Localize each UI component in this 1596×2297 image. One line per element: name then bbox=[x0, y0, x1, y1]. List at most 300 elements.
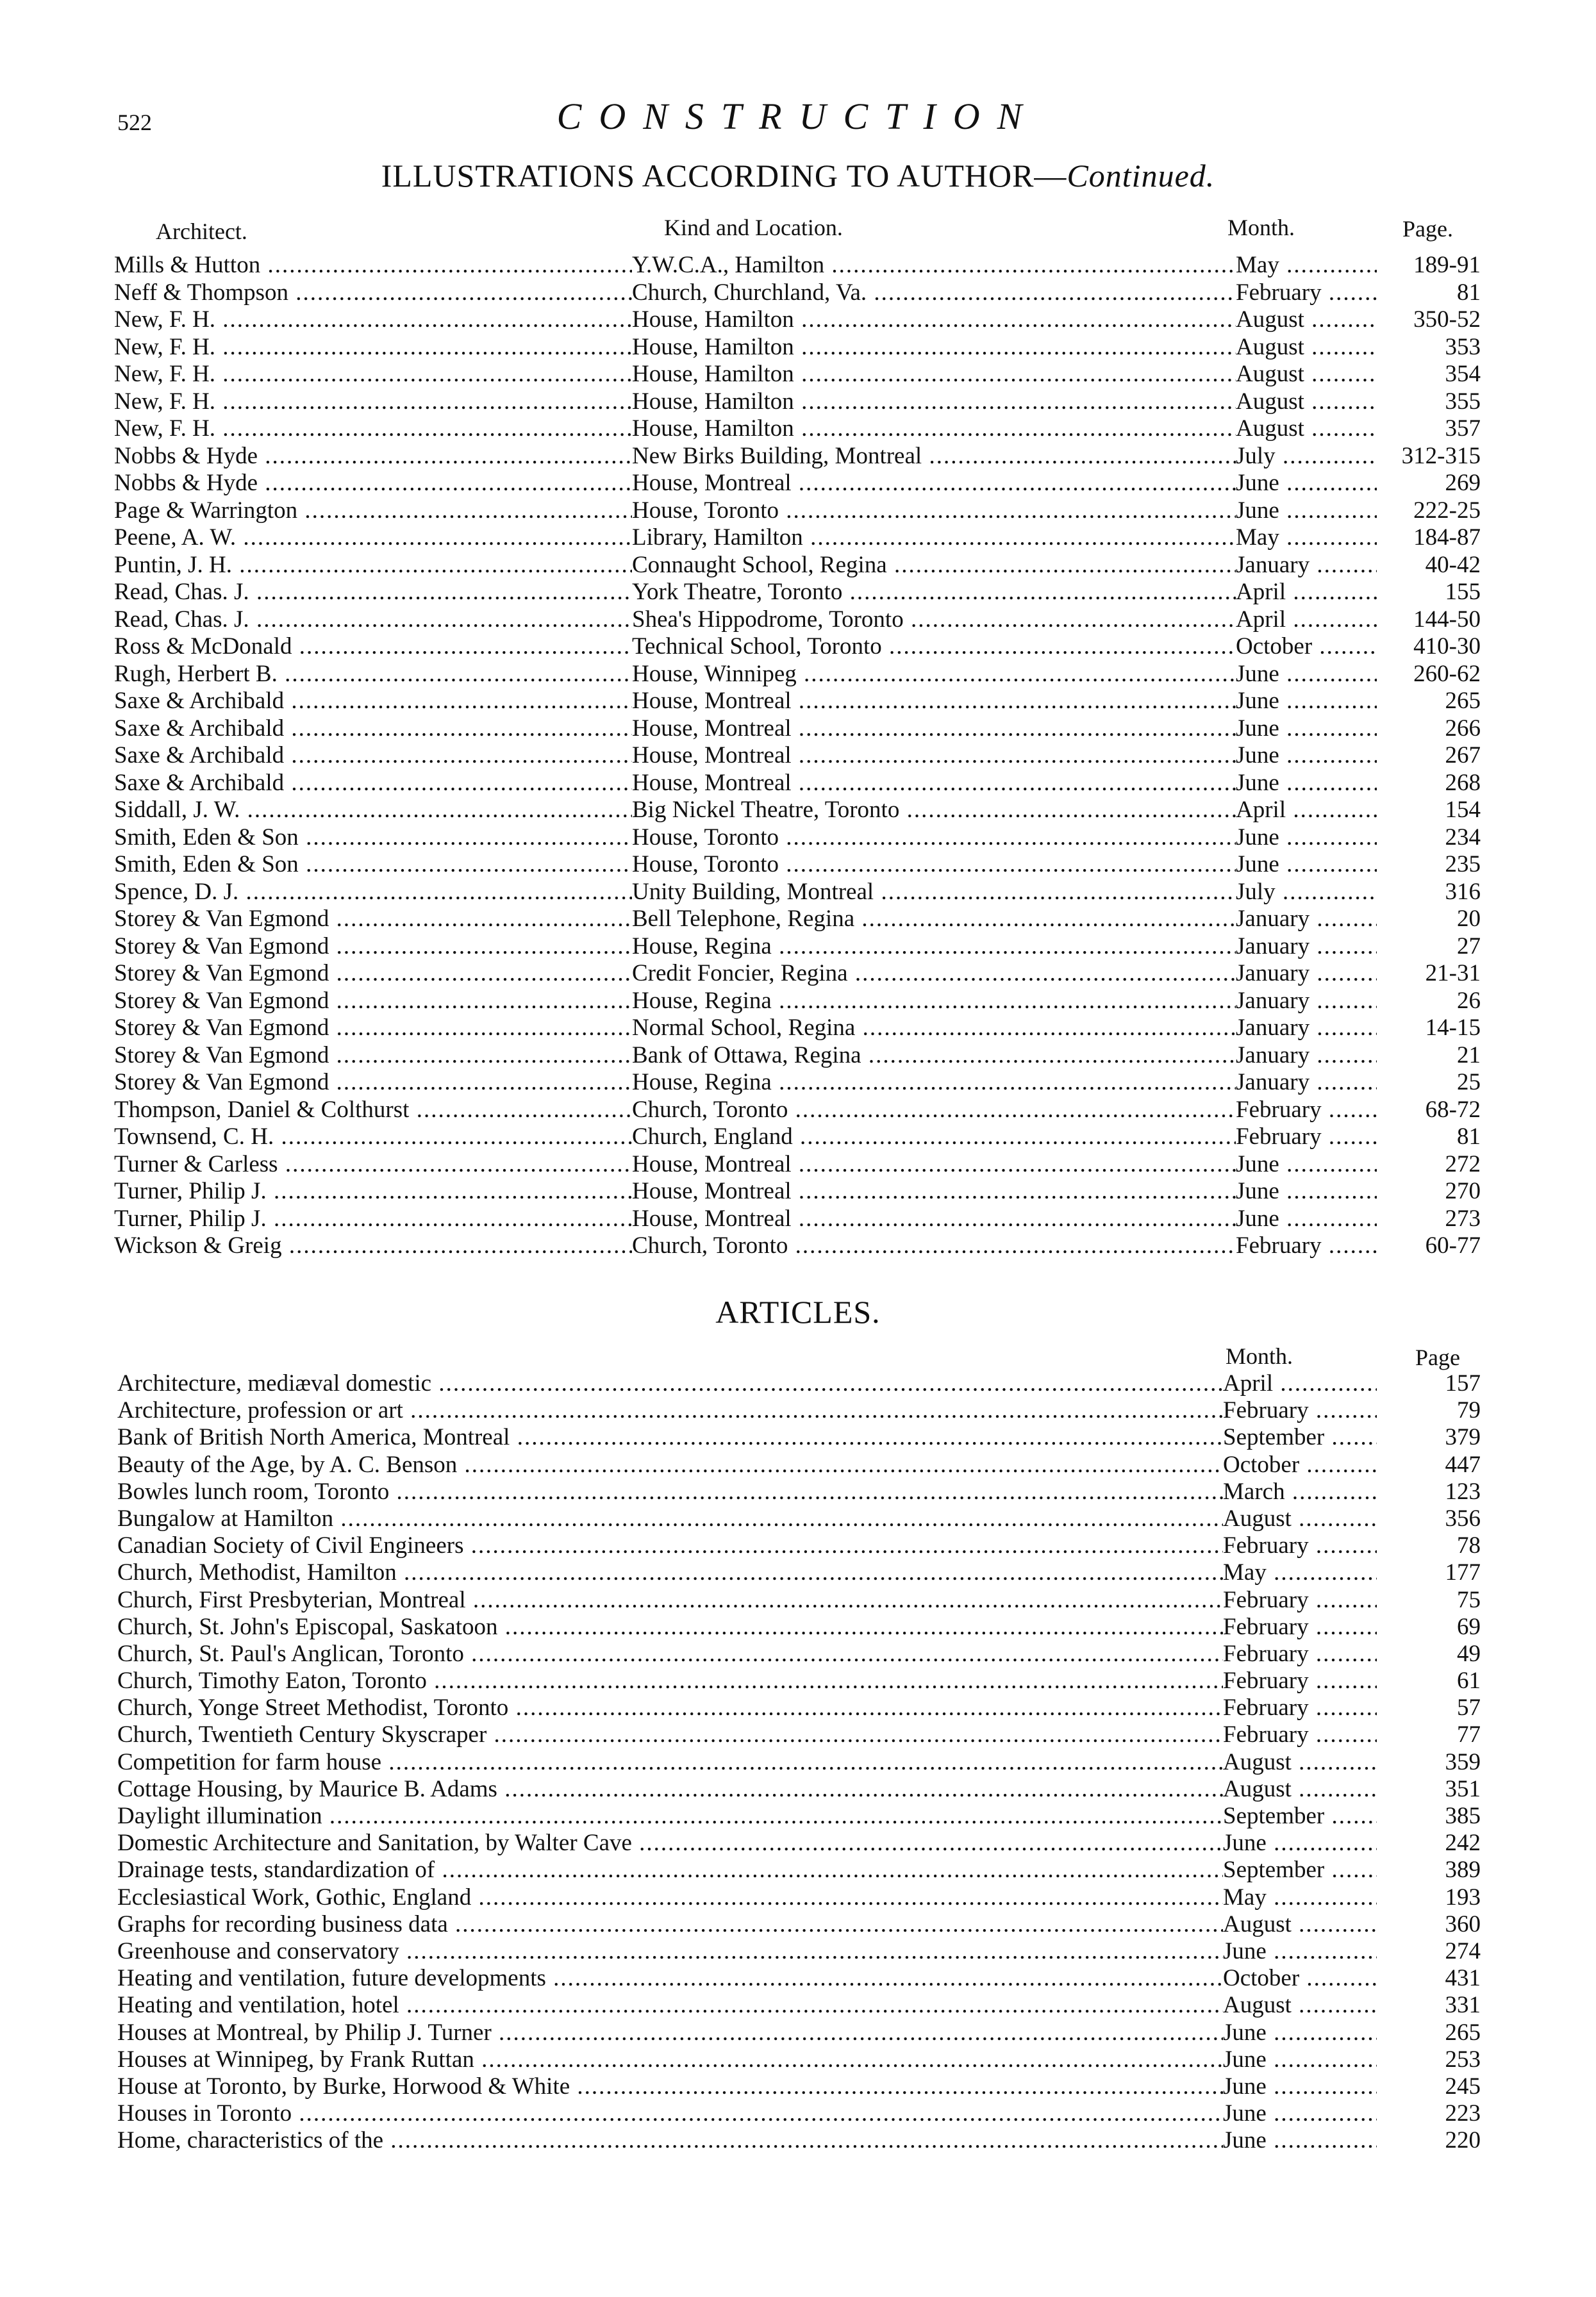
table-row bbox=[117, 1424, 1481, 1451]
table-row bbox=[117, 1614, 1481, 1641]
table-row bbox=[114, 797, 1481, 824]
page-cell: 265 bbox=[1445, 2019, 1481, 2046]
article-title-cell: Houses at Montreal, by Philip J. Turner ..... bbox=[117, 2019, 1223, 2046]
table-row bbox=[114, 1124, 1481, 1151]
kind-location-cell: York Theatre, Toronto ..... bbox=[632, 579, 1236, 606]
section-title-illustrations bbox=[0, 157, 1596, 194]
table-row bbox=[114, 824, 1481, 852]
kind-location-cell: Y.W.C.A., Hamilton ..... bbox=[632, 252, 1236, 279]
page-cell: 60-77 bbox=[1425, 1232, 1481, 1259]
architect-cell: Saxe & Archibald ..... bbox=[114, 688, 632, 715]
kind-location-cell: Church, England ..... bbox=[632, 1124, 1236, 1151]
table-row bbox=[117, 1965, 1481, 1992]
page-cell: 75 bbox=[1457, 1586, 1481, 1613]
table-row bbox=[117, 1532, 1481, 1559]
month-cell: August ..... bbox=[1223, 1505, 1377, 1532]
month-cell: May ..... bbox=[1223, 1884, 1377, 1911]
month-cell: April ..... bbox=[1236, 606, 1377, 634]
page-cell: 61 bbox=[1457, 1668, 1481, 1695]
article-title-cell: Greenhouse and conservatory ..... bbox=[117, 1938, 1223, 1965]
month-cell: January ..... bbox=[1236, 552, 1377, 579]
table-row bbox=[114, 606, 1481, 634]
page-cell: 359 bbox=[1445, 1748, 1481, 1775]
table-row bbox=[114, 1097, 1481, 1124]
month-cell: June ..... bbox=[1236, 851, 1377, 879]
page-cell: 385 bbox=[1445, 1803, 1481, 1829]
month-cell: February ..... bbox=[1236, 1097, 1377, 1124]
kind-location-cell: Church, Toronto ..... bbox=[632, 1232, 1236, 1260]
architect-cell: Read, Chas. J. ..... bbox=[114, 579, 632, 606]
article-title-cell: Domestic Architecture and Sanitation, by Walter Cave ..... bbox=[117, 1830, 1223, 1857]
table-row bbox=[114, 1178, 1481, 1206]
month-cell: June ..... bbox=[1236, 824, 1377, 852]
page-cell: 154 bbox=[1445, 797, 1481, 823]
kind-location-cell: Credit Foncier, Regina ..... bbox=[632, 960, 1236, 988]
table-row bbox=[117, 1938, 1481, 1965]
article-title-cell: Houses in Toronto ..... bbox=[117, 2100, 1223, 2127]
month-cell: February ..... bbox=[1223, 1587, 1377, 1614]
month-cell: June ..... bbox=[1236, 1206, 1377, 1233]
month-cell: February ..... bbox=[1223, 1532, 1377, 1559]
page-cell: 265 bbox=[1445, 688, 1481, 714]
kind-location-cell: Normal School, Regina ..... bbox=[632, 1015, 1236, 1042]
table-row bbox=[114, 497, 1481, 525]
kind-location-cell: House, Hamilton ..... bbox=[632, 415, 1236, 443]
kind-location-cell: Unity Building, Montreal ..... bbox=[632, 879, 1236, 906]
running-title: CONSTRUCTION bbox=[556, 95, 1040, 137]
kind-location-cell: Shea's Hippodrome, Toronto ..... bbox=[632, 606, 1236, 634]
page-number: 522 bbox=[117, 110, 152, 135]
table-row bbox=[117, 1397, 1481, 1424]
architect-cell: Storey & Van Egmond ..... bbox=[114, 1015, 632, 1042]
kind-location-cell: Technical School, Toronto ..... bbox=[632, 633, 1236, 661]
architect-cell: Saxe & Archibald ..... bbox=[114, 715, 632, 743]
page-cell: 272 bbox=[1445, 1150, 1481, 1177]
page-cell: 20 bbox=[1457, 906, 1481, 932]
table-row bbox=[117, 2127, 1481, 2154]
articles-column-header-page: Page bbox=[1415, 1345, 1460, 1370]
table-row bbox=[114, 361, 1481, 388]
article-title-cell: Bank of British North America, Montreal ..... bbox=[117, 1424, 1223, 1451]
table-row bbox=[117, 1857, 1481, 1884]
month-cell: August ..... bbox=[1223, 1749, 1377, 1776]
page-cell: 26 bbox=[1457, 987, 1481, 1014]
architect-cell: Turner, Philip J. ..... bbox=[114, 1178, 632, 1206]
table-row bbox=[114, 579, 1481, 606]
column-header-month: Month. bbox=[1227, 215, 1295, 240]
page-cell: 223 bbox=[1445, 2100, 1481, 2127]
page-cell: 77 bbox=[1457, 1721, 1481, 1748]
month-cell: June ..... bbox=[1236, 497, 1377, 525]
article-title-cell: Cottage Housing, by Maurice B. Adams ..... bbox=[117, 1776, 1223, 1803]
kind-location-cell: House, Hamilton ..... bbox=[632, 334, 1236, 361]
kind-location-cell: Connaught School, Regina ..... bbox=[632, 552, 1236, 579]
table-row bbox=[117, 1641, 1481, 1668]
article-title-cell: Church, Yonge Street Methodist, Toronto ..... bbox=[117, 1695, 1223, 1721]
kind-location-cell: House, Montreal ..... bbox=[632, 688, 1236, 715]
article-title-cell: Houses at Winnipeg, by Frank Ruttan ..... bbox=[117, 2046, 1223, 2073]
table-row bbox=[117, 1776, 1481, 1803]
kind-location-cell: House, Montreal ..... bbox=[632, 715, 1236, 743]
table-row bbox=[114, 715, 1481, 743]
table-row bbox=[114, 388, 1481, 416]
page-cell: 331 bbox=[1445, 1992, 1481, 2019]
month-cell: February ..... bbox=[1236, 1124, 1377, 1151]
page-cell: 356 bbox=[1445, 1505, 1481, 1532]
month-cell: August ..... bbox=[1236, 388, 1377, 416]
table-row bbox=[117, 1479, 1481, 1505]
article-title-cell: Drainage tests, standardization of ..... bbox=[117, 1857, 1223, 1884]
section-title-suffix: Continued. bbox=[1067, 158, 1215, 194]
architect-cell: Spence, D. J. ..... bbox=[114, 879, 632, 906]
month-cell: August ..... bbox=[1223, 1776, 1377, 1803]
page-cell: 184-87 bbox=[1413, 524, 1481, 551]
page-cell: 79 bbox=[1457, 1397, 1481, 1424]
kind-location-cell: House, Montreal ..... bbox=[632, 1206, 1236, 1233]
page-cell: 14-15 bbox=[1425, 1015, 1481, 1041]
table-row bbox=[114, 688, 1481, 715]
article-title-cell: Home, characteristics of the ..... bbox=[117, 2127, 1223, 2154]
architect-cell: Storey & Van Egmond ..... bbox=[114, 1069, 632, 1097]
page-cell: 353 bbox=[1445, 333, 1481, 360]
kind-location-cell: House, Winnipeg ..... bbox=[632, 661, 1236, 688]
month-cell: September ..... bbox=[1223, 1803, 1377, 1830]
page-cell: 177 bbox=[1445, 1559, 1481, 1586]
kind-location-cell: Library, Hamilton ..... bbox=[632, 524, 1236, 552]
month-cell: February ..... bbox=[1223, 1397, 1377, 1424]
month-cell: October ..... bbox=[1236, 633, 1377, 661]
page-cell: 144-50 bbox=[1413, 606, 1481, 633]
table-row bbox=[114, 552, 1481, 579]
month-cell: February ..... bbox=[1223, 1641, 1377, 1668]
page-cell: 193 bbox=[1445, 1884, 1481, 1911]
architect-cell: Turner & Carless ..... bbox=[114, 1151, 632, 1179]
page-cell: 357 bbox=[1445, 415, 1481, 442]
page-cell: 360 bbox=[1445, 1911, 1481, 1937]
architect-cell: New, F. H. ..... bbox=[114, 306, 632, 334]
table-row bbox=[114, 661, 1481, 688]
month-cell: May ..... bbox=[1236, 524, 1377, 552]
illustrations-by-author-table bbox=[114, 252, 1481, 1260]
table-row bbox=[114, 334, 1481, 361]
architect-cell: Ross & McDonald ..... bbox=[114, 633, 632, 661]
column-header-page: Page. bbox=[1402, 216, 1453, 242]
table-row bbox=[117, 1721, 1481, 1748]
month-cell: October ..... bbox=[1223, 1452, 1377, 1479]
kind-location-cell: House, Hamilton ..... bbox=[632, 361, 1236, 388]
page-cell: 157 bbox=[1445, 1370, 1481, 1397]
section-title-text: ILLUSTRATIONS ACCORDING TO AUTHOR— bbox=[381, 158, 1067, 194]
table-row bbox=[114, 524, 1481, 552]
table-row bbox=[114, 279, 1481, 307]
month-cell: July ..... bbox=[1236, 879, 1377, 906]
month-cell: July ..... bbox=[1236, 443, 1377, 470]
kind-location-cell: Big Nickel Theatre, Toronto ..... bbox=[632, 797, 1236, 824]
page-cell: 235 bbox=[1445, 851, 1481, 877]
article-title-cell: Architecture, profession or art ..... bbox=[117, 1397, 1223, 1424]
kind-location-cell: Bank of Ottawa, Regina ..... bbox=[632, 1042, 1236, 1070]
table-row bbox=[114, 1042, 1481, 1070]
kind-location-cell: New Birks Building, Montreal ..... bbox=[632, 443, 1236, 470]
month-cell: January ..... bbox=[1236, 988, 1377, 1015]
month-cell: June ..... bbox=[1223, 2127, 1377, 2154]
table-row bbox=[117, 1749, 1481, 1776]
articles-table bbox=[117, 1370, 1481, 2154]
page-cell: 78 bbox=[1457, 1532, 1481, 1559]
kind-location-cell: Bell Telephone, Regina ..... bbox=[632, 906, 1236, 933]
month-cell: June ..... bbox=[1236, 661, 1377, 688]
table-row bbox=[117, 1911, 1481, 1938]
table-row bbox=[117, 1452, 1481, 1479]
architect-cell: New, F. H. ..... bbox=[114, 415, 632, 443]
month-cell: January ..... bbox=[1236, 1069, 1377, 1097]
month-cell: February ..... bbox=[1223, 1668, 1377, 1695]
page-cell: 316 bbox=[1445, 878, 1481, 905]
table-row bbox=[117, 1992, 1481, 2019]
page-cell: 350-52 bbox=[1413, 306, 1481, 333]
kind-location-cell: House, Regina ..... bbox=[632, 933, 1236, 961]
architect-cell: Page & Warrington ..... bbox=[114, 497, 632, 525]
article-title-cell: Church, St. Paul's Anglican, Toronto ..... bbox=[117, 1641, 1223, 1668]
page-cell: 266 bbox=[1445, 715, 1481, 742]
architect-cell: Storey & Van Egmond ..... bbox=[114, 988, 632, 1015]
table-row bbox=[114, 770, 1481, 797]
month-cell: April ..... bbox=[1223, 1370, 1377, 1397]
page-cell: 389 bbox=[1445, 1857, 1481, 1884]
page-cell: 410-30 bbox=[1413, 633, 1481, 659]
table-row bbox=[117, 1587, 1481, 1614]
month-cell: August ..... bbox=[1223, 1911, 1377, 1938]
architect-cell: Nobbs & Hyde ..... bbox=[114, 470, 632, 497]
article-title-cell: Beauty of the Age, by A. C. Benson ..... bbox=[117, 1452, 1223, 1479]
kind-location-cell: House, Toronto ..... bbox=[632, 851, 1236, 879]
page-cell: 355 bbox=[1445, 388, 1481, 415]
kind-location-cell: House, Regina ..... bbox=[632, 1069, 1236, 1097]
column-header-kind-location: Kind and Location. bbox=[664, 215, 843, 240]
architect-cell: New, F. H. ..... bbox=[114, 361, 632, 388]
month-cell: October ..... bbox=[1223, 1965, 1377, 1992]
architect-cell: Neff & Thompson ..... bbox=[114, 279, 632, 307]
page-cell: 274 bbox=[1445, 1937, 1481, 1964]
page-cell: 245 bbox=[1445, 2073, 1481, 2100]
article-title-cell: Competition for farm house ..... bbox=[117, 1749, 1223, 1776]
month-cell: February ..... bbox=[1223, 1614, 1377, 1641]
month-cell: September ..... bbox=[1223, 1424, 1377, 1451]
table-row bbox=[117, 1803, 1481, 1830]
page-cell: 25 bbox=[1457, 1069, 1481, 1095]
month-cell: June ..... bbox=[1236, 1151, 1377, 1179]
month-cell: June ..... bbox=[1236, 1178, 1377, 1206]
table-row bbox=[117, 1370, 1481, 1397]
page-cell: 68-72 bbox=[1425, 1096, 1481, 1123]
table-row bbox=[117, 2019, 1481, 2046]
table-row bbox=[117, 1830, 1481, 1857]
architect-cell: Thompson, Daniel & Colthurst ..... bbox=[114, 1097, 632, 1124]
article-title-cell: Heating and ventilation, hotel ..... bbox=[117, 1992, 1223, 2019]
table-row bbox=[117, 1559, 1481, 1586]
article-title-cell: Church, St. John's Episcopal, Saskatoon ..... bbox=[117, 1614, 1223, 1641]
article-title-cell: Church, Timothy Eaton, Toronto ..... bbox=[117, 1668, 1223, 1695]
table-row bbox=[114, 252, 1481, 279]
table-row bbox=[117, 1668, 1481, 1695]
month-cell: February ..... bbox=[1236, 1232, 1377, 1260]
table-row bbox=[117, 1695, 1481, 1721]
page-cell: 222-25 bbox=[1413, 497, 1481, 524]
architect-cell: Turner, Philip J. ..... bbox=[114, 1206, 632, 1233]
table-row bbox=[114, 1206, 1481, 1233]
page-cell: 21 bbox=[1457, 1041, 1481, 1068]
architect-cell: Puntin, J. H. ..... bbox=[114, 552, 632, 579]
article-title-cell: Daylight illumination ..... bbox=[117, 1803, 1223, 1830]
page-cell: 220 bbox=[1445, 2127, 1481, 2154]
kind-location-cell: House, Toronto ..... bbox=[632, 824, 1236, 852]
page-cell: 273 bbox=[1445, 1205, 1481, 1232]
month-cell: June ..... bbox=[1236, 742, 1377, 770]
month-cell: June ..... bbox=[1236, 470, 1377, 497]
kind-location-cell: House, Hamilton ..... bbox=[632, 306, 1236, 334]
table-row bbox=[114, 933, 1481, 961]
architect-cell: New, F. H. ..... bbox=[114, 388, 632, 416]
month-cell: August ..... bbox=[1236, 415, 1377, 443]
month-cell: April ..... bbox=[1236, 579, 1377, 606]
table-row bbox=[114, 306, 1481, 334]
architect-cell: Storey & Van Egmond ..... bbox=[114, 960, 632, 988]
page-cell: 49 bbox=[1457, 1640, 1481, 1667]
month-cell: June ..... bbox=[1223, 2100, 1377, 2127]
architect-cell: Storey & Van Egmond ..... bbox=[114, 906, 632, 933]
architect-cell: Wickson & Greig ..... bbox=[114, 1232, 632, 1260]
architect-cell: New, F. H. ..... bbox=[114, 334, 632, 361]
table-row bbox=[114, 633, 1481, 661]
page-cell: 57 bbox=[1457, 1695, 1481, 1721]
kind-location-cell: House, Montreal ..... bbox=[632, 1151, 1236, 1179]
column-header-architect: Architect. bbox=[156, 219, 247, 244]
page-cell: 242 bbox=[1445, 1830, 1481, 1857]
month-cell: January ..... bbox=[1236, 933, 1377, 961]
month-cell: February ..... bbox=[1223, 1721, 1377, 1748]
architect-cell: Smith, Eden & Son ..... bbox=[114, 824, 632, 852]
article-title-cell: House at Toronto, by Burke, Horwood & White ..... bbox=[117, 2073, 1223, 2100]
article-title-cell: Heating and ventilation, future developments ..... bbox=[117, 1965, 1223, 1992]
page-cell: 69 bbox=[1457, 1613, 1481, 1640]
page-cell: 351 bbox=[1445, 1775, 1481, 1802]
month-cell: January ..... bbox=[1236, 960, 1377, 988]
article-title-cell: Ecclesiastical Work, Gothic, England ..... bbox=[117, 1884, 1223, 1911]
month-cell: May ..... bbox=[1236, 252, 1377, 279]
month-cell: January ..... bbox=[1236, 1042, 1377, 1070]
month-cell: January ..... bbox=[1236, 1015, 1377, 1042]
page-cell: 260-62 bbox=[1413, 660, 1481, 687]
table-row bbox=[117, 1884, 1481, 1911]
table-row bbox=[117, 2073, 1481, 2100]
table-row bbox=[114, 906, 1481, 933]
month-cell: June ..... bbox=[1236, 688, 1377, 715]
month-cell: June ..... bbox=[1236, 770, 1377, 797]
month-cell: June ..... bbox=[1223, 1938, 1377, 1965]
article-title-cell: Bowles lunch room, Toronto ..... bbox=[117, 1479, 1223, 1505]
article-title-cell: Church, Twentieth Century Skyscraper ..... bbox=[117, 1721, 1223, 1748]
table-row bbox=[114, 1069, 1481, 1097]
kind-location-cell: House, Montreal ..... bbox=[632, 770, 1236, 797]
section-title-articles: ARTICLES. bbox=[715, 1294, 881, 1330]
kind-location-cell: House, Montreal ..... bbox=[632, 742, 1236, 770]
table-row bbox=[114, 988, 1481, 1015]
month-cell: September ..... bbox=[1223, 1857, 1377, 1884]
page-cell: 268 bbox=[1445, 769, 1481, 796]
page-cell: 354 bbox=[1445, 361, 1481, 387]
page-cell: 379 bbox=[1445, 1424, 1481, 1451]
page-cell: 269 bbox=[1445, 470, 1481, 496]
architect-cell: Smith, Eden & Son ..... bbox=[114, 851, 632, 879]
page-cell: 447 bbox=[1445, 1451, 1481, 1478]
page-cell: 253 bbox=[1445, 2046, 1481, 2073]
month-cell: January ..... bbox=[1236, 906, 1377, 933]
month-cell: April ..... bbox=[1236, 797, 1377, 824]
page-cell: 27 bbox=[1457, 933, 1481, 959]
page-cell: 123 bbox=[1445, 1478, 1481, 1505]
architect-cell: Rugh, Herbert B. ..... bbox=[114, 661, 632, 688]
architect-cell: Read, Chas. J. ..... bbox=[114, 606, 632, 634]
month-cell: August ..... bbox=[1223, 1992, 1377, 2019]
month-cell: August ..... bbox=[1236, 361, 1377, 388]
architect-cell: Siddall, J. W. ..... bbox=[114, 797, 632, 824]
architect-cell: Storey & Van Egmond ..... bbox=[114, 1042, 632, 1070]
kind-location-cell: House, Regina ..... bbox=[632, 988, 1236, 1015]
article-title-cell: Bungalow at Hamilton ..... bbox=[117, 1505, 1223, 1532]
table-row bbox=[117, 1505, 1481, 1532]
architect-cell: Mills & Hutton ..... bbox=[114, 252, 632, 279]
kind-location-cell: House, Toronto ..... bbox=[632, 497, 1236, 525]
page-cell: 155 bbox=[1445, 579, 1481, 605]
architect-cell: Peene, A. W. ..... bbox=[114, 524, 632, 552]
page-cell: 431 bbox=[1445, 1965, 1481, 1992]
page-cell: 234 bbox=[1445, 824, 1481, 850]
architect-cell: Nobbs & Hyde ..... bbox=[114, 443, 632, 470]
page-cell: 40-42 bbox=[1425, 551, 1481, 578]
page-cell: 189-91 bbox=[1413, 252, 1481, 278]
page-cell: 81 bbox=[1457, 279, 1481, 306]
table-row bbox=[114, 443, 1481, 470]
month-cell: August ..... bbox=[1236, 306, 1377, 334]
page-cell: 267 bbox=[1445, 742, 1481, 768]
table-row bbox=[114, 1232, 1481, 1260]
kind-location-cell: House, Montreal ..... bbox=[632, 470, 1236, 497]
article-title-cell: Canadian Society of Civil Engineers ..... bbox=[117, 1532, 1223, 1559]
page-cell: 81 bbox=[1457, 1124, 1481, 1150]
table-row bbox=[114, 1151, 1481, 1179]
month-cell: June ..... bbox=[1223, 2046, 1377, 2073]
month-cell: June ..... bbox=[1223, 1830, 1377, 1857]
table-row bbox=[114, 742, 1481, 770]
month-cell: May ..... bbox=[1223, 1559, 1377, 1586]
table-row bbox=[114, 470, 1481, 497]
table-row bbox=[114, 1015, 1481, 1042]
page-cell: 21-31 bbox=[1425, 960, 1481, 986]
month-cell: February ..... bbox=[1223, 1695, 1377, 1721]
table-row bbox=[114, 960, 1481, 988]
table-row bbox=[114, 415, 1481, 443]
article-title-cell: Church, First Presbyterian, Montreal ..... bbox=[117, 1587, 1223, 1614]
article-title-cell: Architecture, mediæval domestic ..... bbox=[117, 1370, 1223, 1397]
architect-cell: Storey & Van Egmond ..... bbox=[114, 933, 632, 961]
page-cell: 270 bbox=[1445, 1178, 1481, 1204]
architect-cell: Saxe & Archibald ..... bbox=[114, 742, 632, 770]
table-row bbox=[114, 879, 1481, 906]
architect-cell: Saxe & Archibald ..... bbox=[114, 770, 632, 797]
page-cell: 312-315 bbox=[1401, 442, 1481, 469]
kind-location-cell: House, Hamilton ..... bbox=[632, 388, 1236, 416]
article-title-cell: Graphs for recording business data ..... bbox=[117, 1911, 1223, 1938]
